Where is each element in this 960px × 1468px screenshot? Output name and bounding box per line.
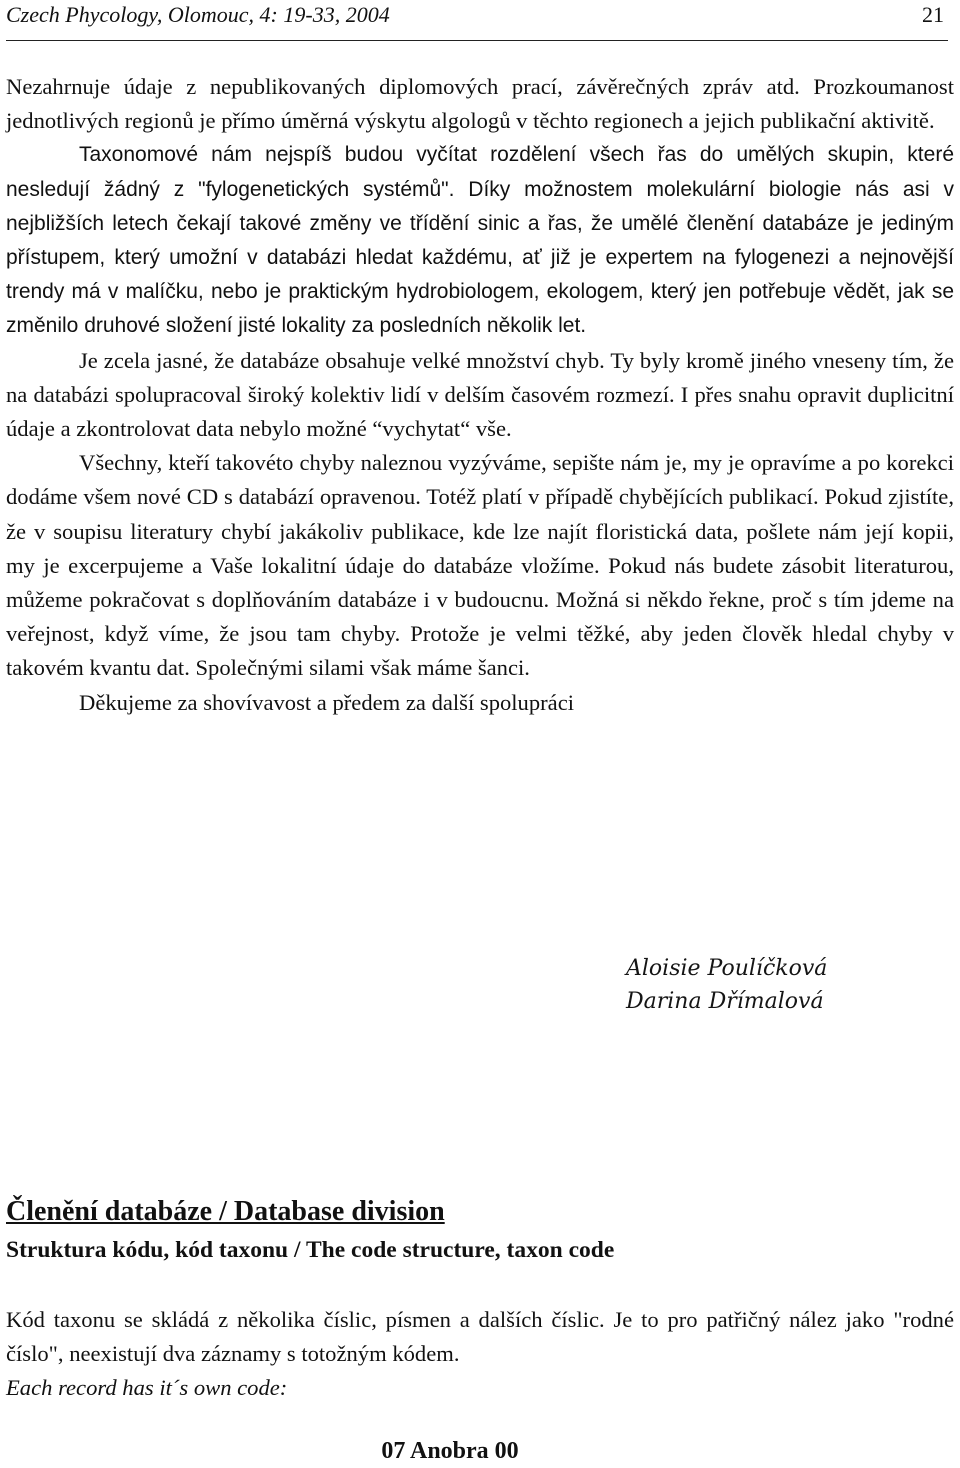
section-text — [6, 1303, 954, 1405]
journal-citation: Czech Phycology, Olomouc, 4: 19-33, 2004 — [6, 2, 390, 27]
main-text — [6, 70, 954, 720]
section-paragraph: Kód taxonu se skládá z několika číslic, písmen a dalších číslic. Je to pro patřičný nález jako "rodné číslo", neexistují dva záznamy s totožným kódem. — [6, 1307, 954, 1366]
paragraph-3: Je zcela jasné, že databáze obsahuje velké množství chyb. Ty byly kromě jiného vneseny tím, že na databázi spolupracoval široký kolektiv lidí v delším časovém rozmezí. I přes snahu opravit duplicitní údaje a zkontrolovat data nebylo možné “vychytat“ vše. — [6, 347, 954, 442]
page-number: 21 — [922, 2, 944, 27]
paragraph-4: Všechny, kteří takovéto chyby naleznou vyzýváme, sepište nám je, my je opravíme a po korekci dodáme všem nové CD s databází opravenou. Totéž platí v případě chybějících publikací. Pokud zjistíte, že v soupisu literatury chybí jakákoliv publikace, kde lze najít floristická data, pošlete nám její kopii, my je excerpujeme a Vaše lokalitní údaje do databáze vložíme. Pokud nás budete zásobit literaturou, můžeme pokračovat s doplňováním databáze i v budoucnu. Možná si někdo řekne, proč s tím jdeme na veřejnost, když víme, že jsou tam chyby. Protože je velmi těžké, aby jeden člověk hledal chyby v takovém kvantu dat. Společnými silami však máme šanci. — [6, 450, 954, 681]
paragraph-2: Taxonomové nám nejspíš budou vyčítat rozdělení všech řas do umělých skupin, které nesledují žádný z "fylogenetických systémů". Díky možnostem molekulární biologie nás asi v nejbližších letech čekají takové změny ve třídění sinic a řas, že umělé členění databáze je jediným přístupem, který umožní v databázi hledat každému, ať již je expertem na fylogenezi a nejnovější trendy má v malíčku, nebo je praktickým hydrobiologem, ekologem, který jen potřebuje vědět, jak se změnilo druhové složení jisté lokality za posledních několik let. — [6, 143, 954, 338]
running-header — [6, 0, 948, 41]
code-example: 07 Anobra 00 — [381, 1438, 519, 1464]
section-italic-line: Each record has it´s own code: — [6, 1375, 288, 1400]
thanks-line: Děkujeme za shovívavost a předem za další spolupráci — [79, 689, 575, 715]
author-signatures — [626, 952, 827, 1018]
signature-2: Darina Dřímalová — [626, 989, 824, 1014]
subsection-title: Struktura kódu, kód taxonu / The code structure, taxon code — [6, 1237, 615, 1263]
paragraph-1: Nezahrnuje údaje z nepublikovaných diplomových prací, závěrečných zpráv atd. Prozkoumanost jednotlivých regionů je přímo úměrná výskytu algologů v těchto regionech a jejich publikační aktivitě. — [6, 74, 954, 134]
signature-1: Aloisie Poulíčková — [626, 956, 828, 981]
section-title: Členění databáze / Database division — [6, 1196, 445, 1227]
